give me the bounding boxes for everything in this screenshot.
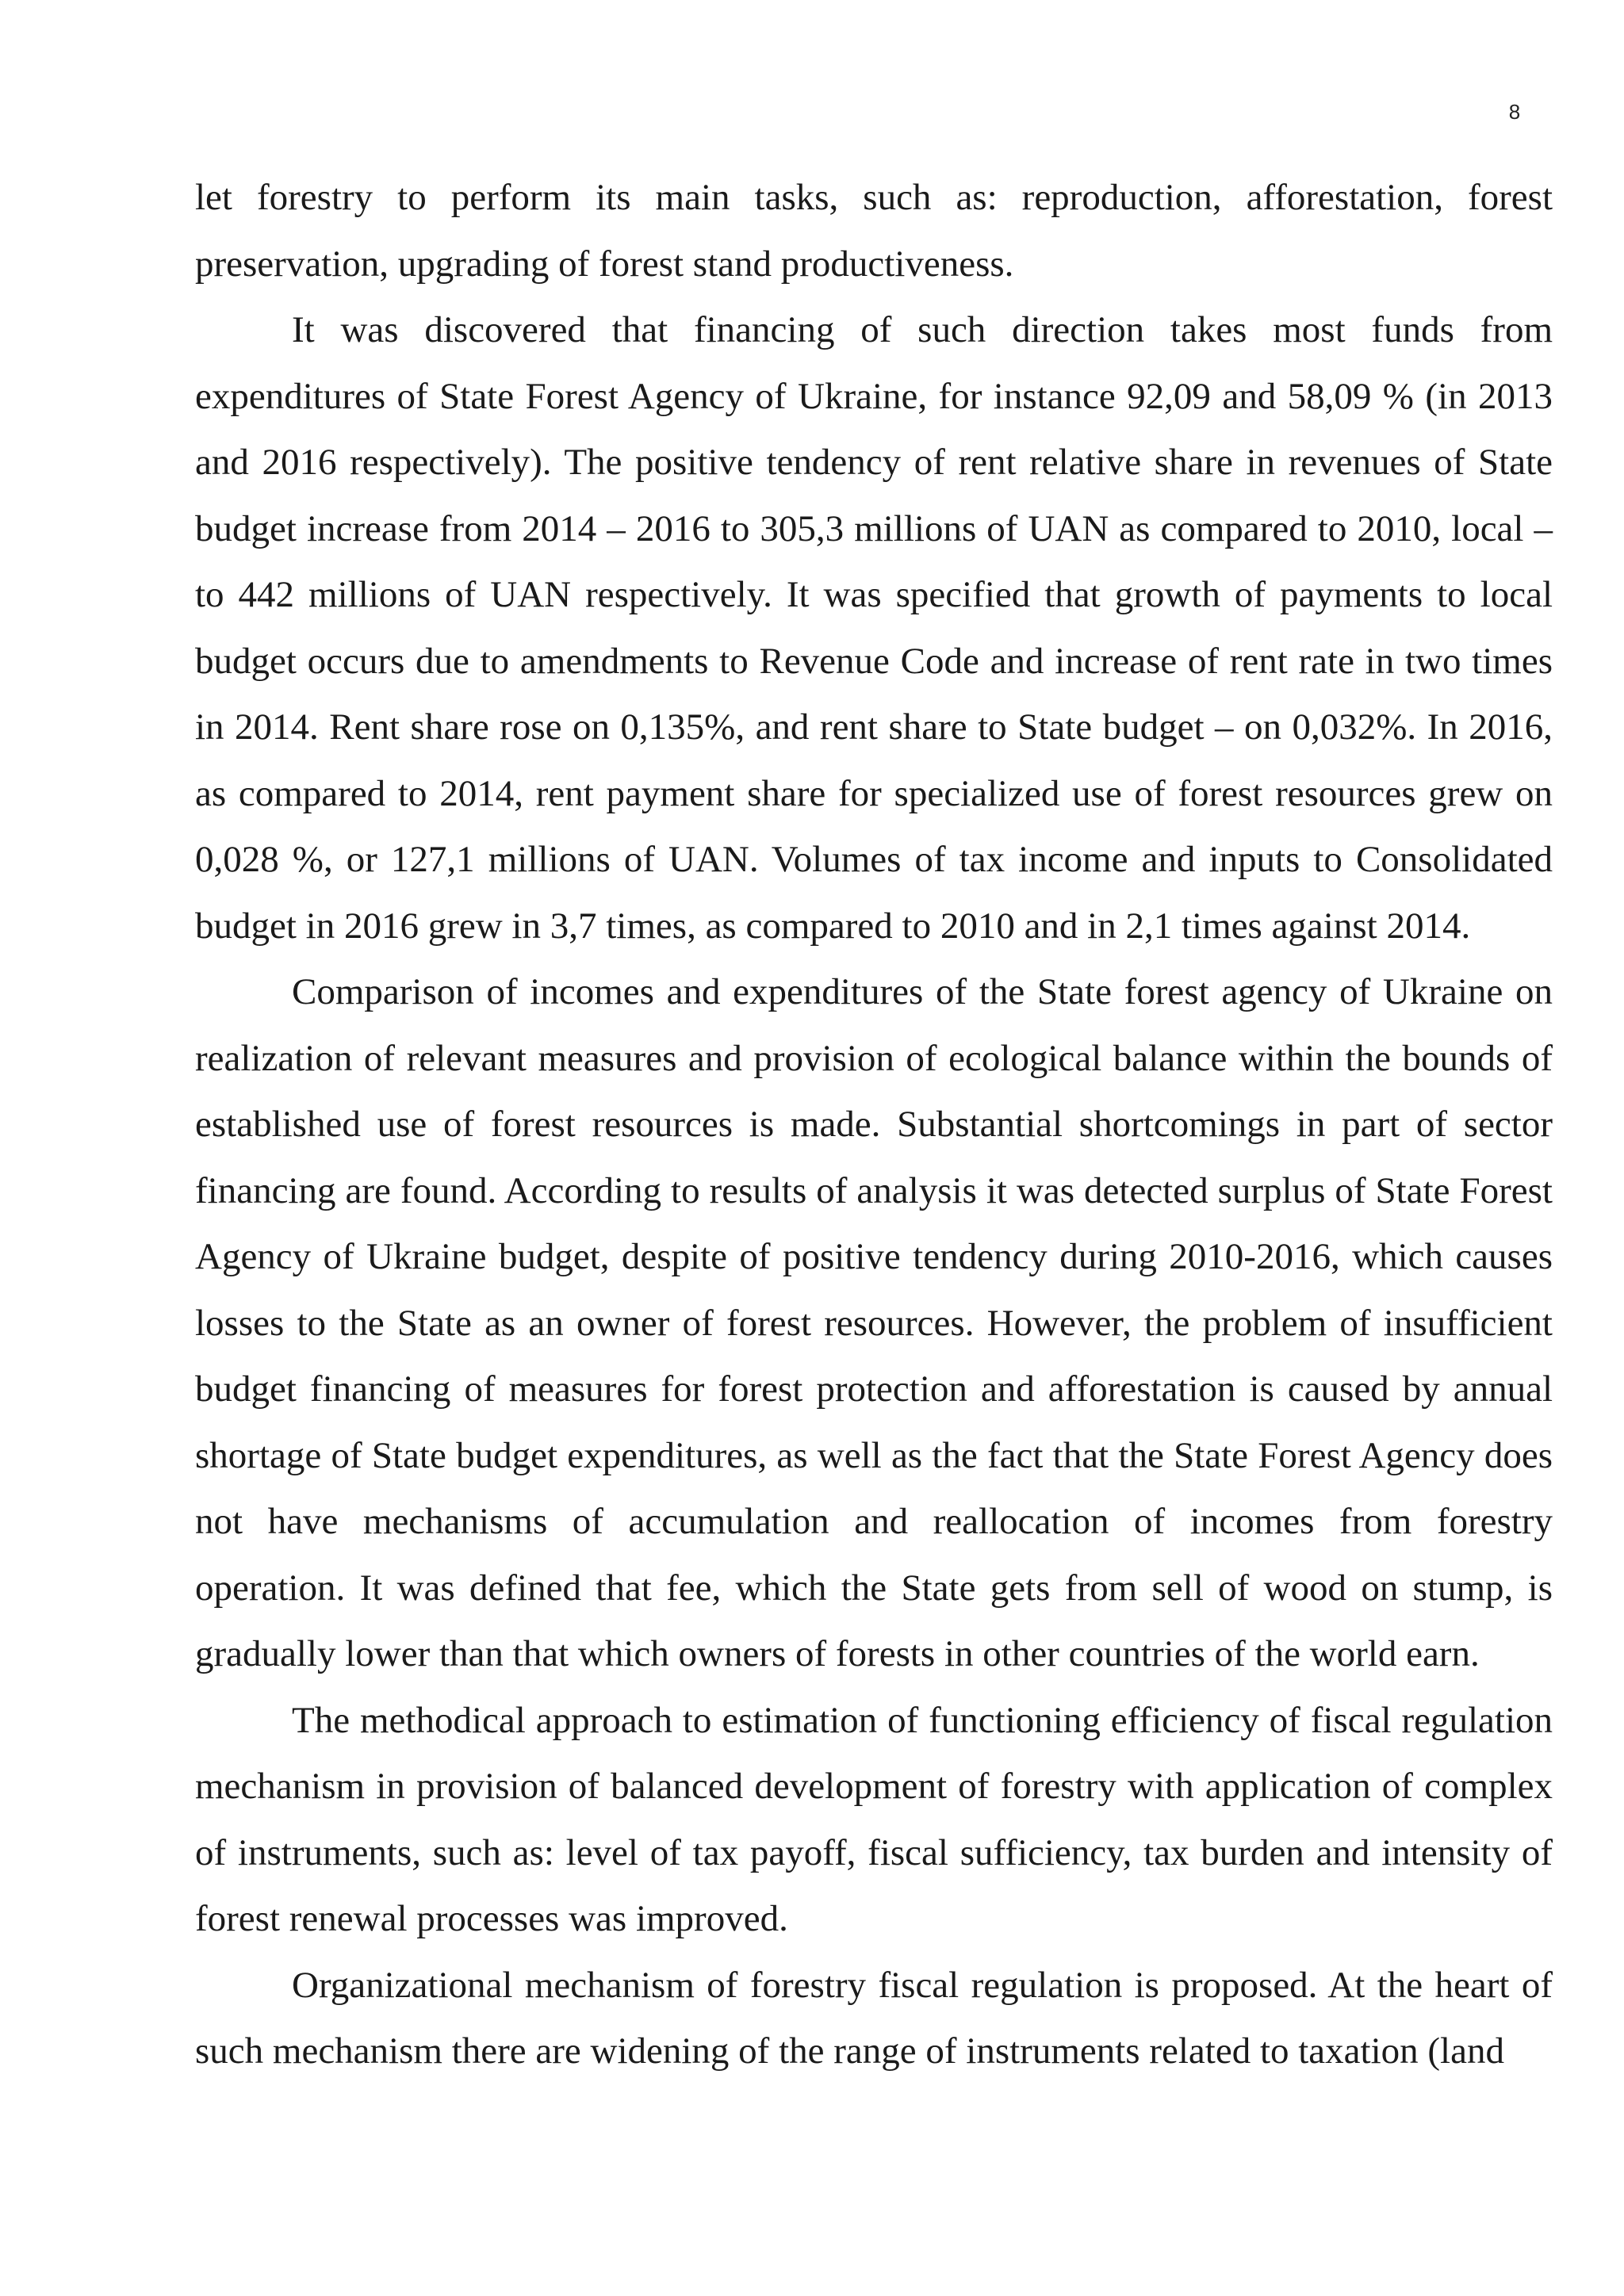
body-text xyxy=(195,165,1553,2085)
paragraph-income-expenditure-comparison: Comparison of incomes and expenditures of the State forest agency of Ukraine on realization of relevant measures and provision of ecological balance within the bounds of established use of forest resources is made. Substantial shortcomings in part of sector financing are found. According to results of analysis it was detected surplus of State Forest Agency of Ukraine budget, despite of positive tendency during 2010-2016, which causes losses to the State as an owner of forest resources. However, the problem of insufficient budget financing of measures for forest protection and afforestation is caused by annual shortage of State budget expenditures, as well as the fact that the State Forest Agency does not have mechanisms of accumulation and reallocation of incomes from forestry operation. It was defined that fee, which the State gets from sell of wood on stump, is gradually lower than that which owners of forests in other countries of the world earn. xyxy=(195,971,1553,1674)
page-number: 8 xyxy=(1508,100,1521,124)
paragraph-continuation: let forestry to perform its main tasks, such as: reproduction, afforestation, forest preservation, upgrading of forest stand productiveness. xyxy=(195,177,1553,285)
paragraph-financing-findings: It was discovered that financing of such direction takes most funds from expenditures of State Forest Agency of Ukraine, for instance 92,09 and 58,09 % (in 2013 and 2016 respectively). The positive tendency of rent relative share in revenues of State budget increase from 2014 – 2016 to 305,3 millions of UAN as compared to 2010, local – to 442 millions of UAN respectively. It was specified that growth of payments to local budget occurs due to amendments to Revenue Code and increase of rent rate in two times in 2014. Rent share rose on 0,135%, and rent share to State budget – on 0,032%. In 2016, as compared to 2014, rent payment share for specialized use of forest resources grew on 0,028 %, or 127,1 millions of UAN. Volumes of tax income and inputs to Consolidated budget in 2016 grew in 3,7 times, as compared to 2010 and in 2,1 times against 2014. xyxy=(195,309,1553,947)
paragraph-methodical-approach: The methodical approach to estimation of functioning efficiency of fiscal regulation mechanism in provision of balanced development of forestry with application of complex of instruments, such as: level of tax payoff, fiscal sufficiency, tax burden and intensity of forest renewal processes was improved. xyxy=(195,1699,1553,1939)
paragraph-organizational-mechanism: Organizational mechanism of forestry fiscal regulation is proposed. At the heart of such mechanism there are widening of the range of instruments related to taxation (land xyxy=(195,1964,1553,2072)
